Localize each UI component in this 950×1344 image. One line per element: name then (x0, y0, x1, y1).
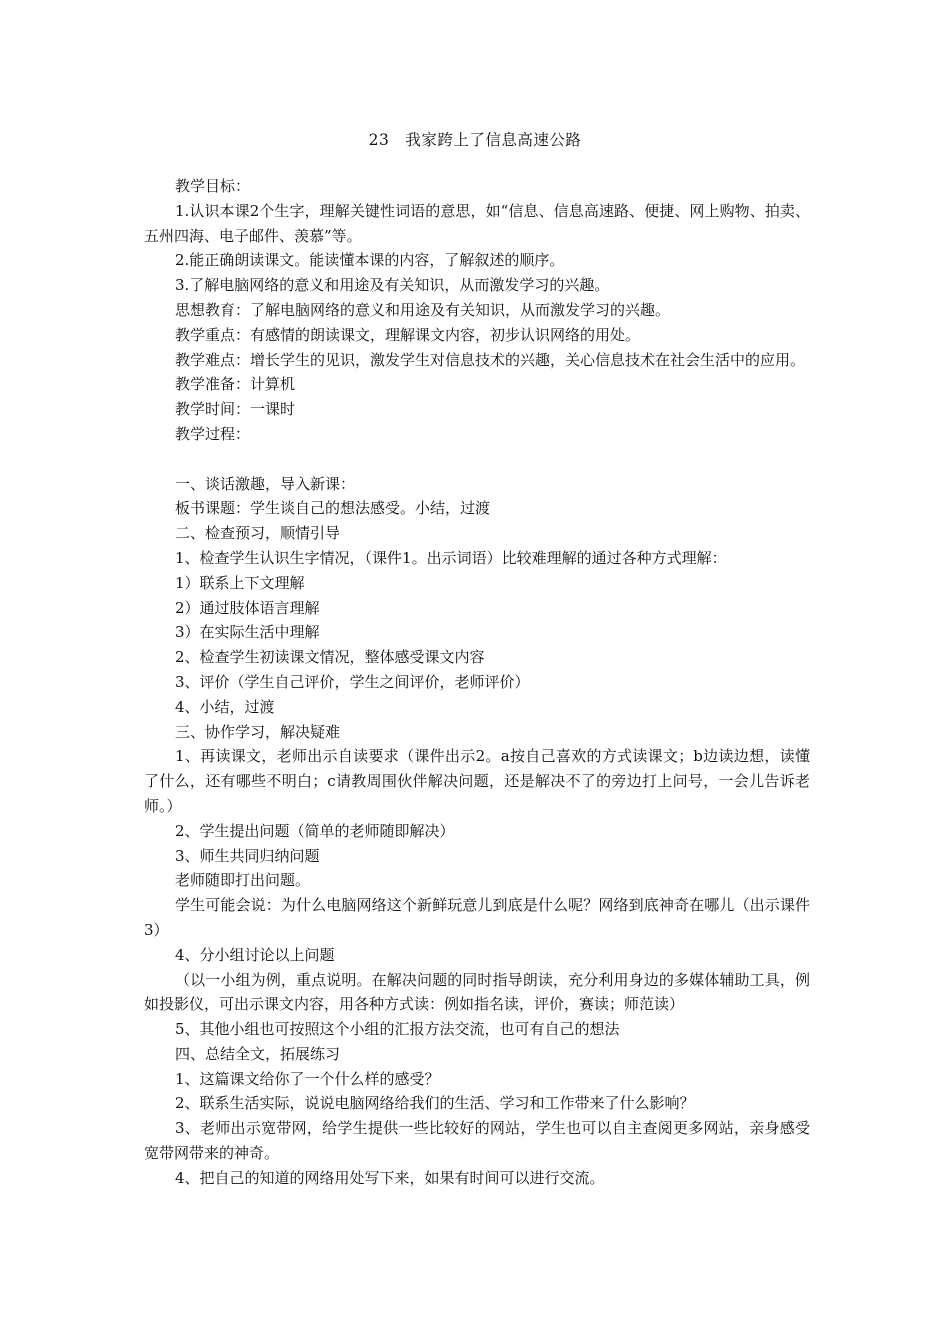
paragraph: 三、协作学习，解决疑难 (175, 722, 341, 741)
paragraph: 3、老师出示宽带网，给学生提供一些比较好的网站，学生也可以自主查阅更多网站，亲身感受宽带网带来的神奇。 (144, 1119, 810, 1163)
paragraph: 3）在实际生活中理解 (175, 623, 320, 642)
paragraph: 5、其他小组也可按照这个小组的汇报方法交流，也可有自己的想法 (175, 1020, 620, 1039)
paragraph: （以一小组为例，重点说明。在解决问题的同时指导朗读，充分利用身边的多媒体辅助工具，例如投影仪，可出示课文内容，用各种方式读：例如指名读，评价，赛读；师范读） (144, 970, 810, 1014)
paragraph: 3、师生共同归纳问题 (175, 846, 320, 865)
paragraph: 1、再读课文，老师出示自读要求（课件出示2。a按自己喜欢的方式读课文；b边读边想，读懂了什么，还有哪些不明白；c请教周围伙伴解决问题，还是解决不了的旁边打上问号，一会儿告诉老师。） (144, 747, 810, 815)
paragraph: 1、检查学生认识生字情况，（课件1。出示词语）比较难理解的通过各种方式理解： (175, 548, 727, 567)
paragraph: 2、联系生活实际，说说电脑网络给我们的生活、学习和工作带来了什么影响？ (175, 1094, 695, 1113)
document-title: 23 我家跨上了信息高速公路 (368, 131, 582, 149)
paragraph: 四、总结全文，拓展练习 (175, 1044, 341, 1063)
paragraph: 2）通过肢体语言理解 (175, 598, 320, 617)
paragraph: 4、把自己的知道的网络用处写下来，如果有时间可以进行交流。 (175, 1168, 605, 1187)
paragraph: 2.能正确朗读课文。能读懂本课的内容，了解叙述的顺序。 (175, 251, 565, 270)
paragraph: 4、小结，过渡 (175, 697, 275, 716)
paragraph: 1.认识本课2个生字，理解关键性词语的意思，如“信息、信息高速路、便捷、网上购物、拍卖、五州四海、电子邮件、羡慕”等。 (144, 201, 810, 245)
paragraph: 3、评价（学生自己评价，学生之间评价，老师评价） (175, 672, 530, 691)
paragraph: 一、谈话激趣，导入新课： (175, 474, 356, 493)
paragraph: 教学目标： (175, 177, 251, 195)
paragraph: 老师随即打出问题。 (175, 871, 311, 890)
paragraph: 板书课题：学生谈自己的想法感受。小结，过渡 (175, 499, 491, 518)
blank-line (144, 447, 810, 472)
paragraph: 3.了解电脑网络的意义和用途及有关知识，从而激发学习的兴趣。 (175, 276, 610, 295)
paragraph: 教学准备：计算机 (175, 375, 296, 394)
paragraph: 教学时间：一课时 (175, 400, 296, 419)
paragraph: 教学过程： (175, 424, 251, 443)
paragraph: 二、检查预习，顺情引导 (175, 524, 341, 543)
paragraph: 2、学生提出问题（简单的老师随即解决） (175, 821, 455, 840)
document-body (144, 174, 810, 1191)
paragraph: 1）联系上下文理解 (175, 573, 305, 592)
paragraph: 思想教育：了解电脑网络的意义和用途及有关知识，从而激发学习的兴趣。 (175, 300, 671, 319)
paragraph: 教学重点：有感情的朗读课文，理解课文内容，初步认识网络的用处。 (175, 325, 641, 344)
paragraph: 4、分小组讨论以上问题 (175, 945, 335, 964)
paragraph: 1、这篇课文给你了一个什么样的感受？ (175, 1069, 440, 1088)
paragraph: 教学难点：增长学生的见识，激发学生对信息技术的兴趣，关心信息技术在社会生活中的应用。 (175, 350, 806, 369)
paragraph: 2、检查学生初读课文情况，整体感受课文内容 (175, 648, 485, 667)
paragraph: 学生可能会说：为什么电脑网络这个新鲜玩意儿到底是什么呢？网络到底神奇在哪儿（出示课件3） (144, 896, 810, 939)
